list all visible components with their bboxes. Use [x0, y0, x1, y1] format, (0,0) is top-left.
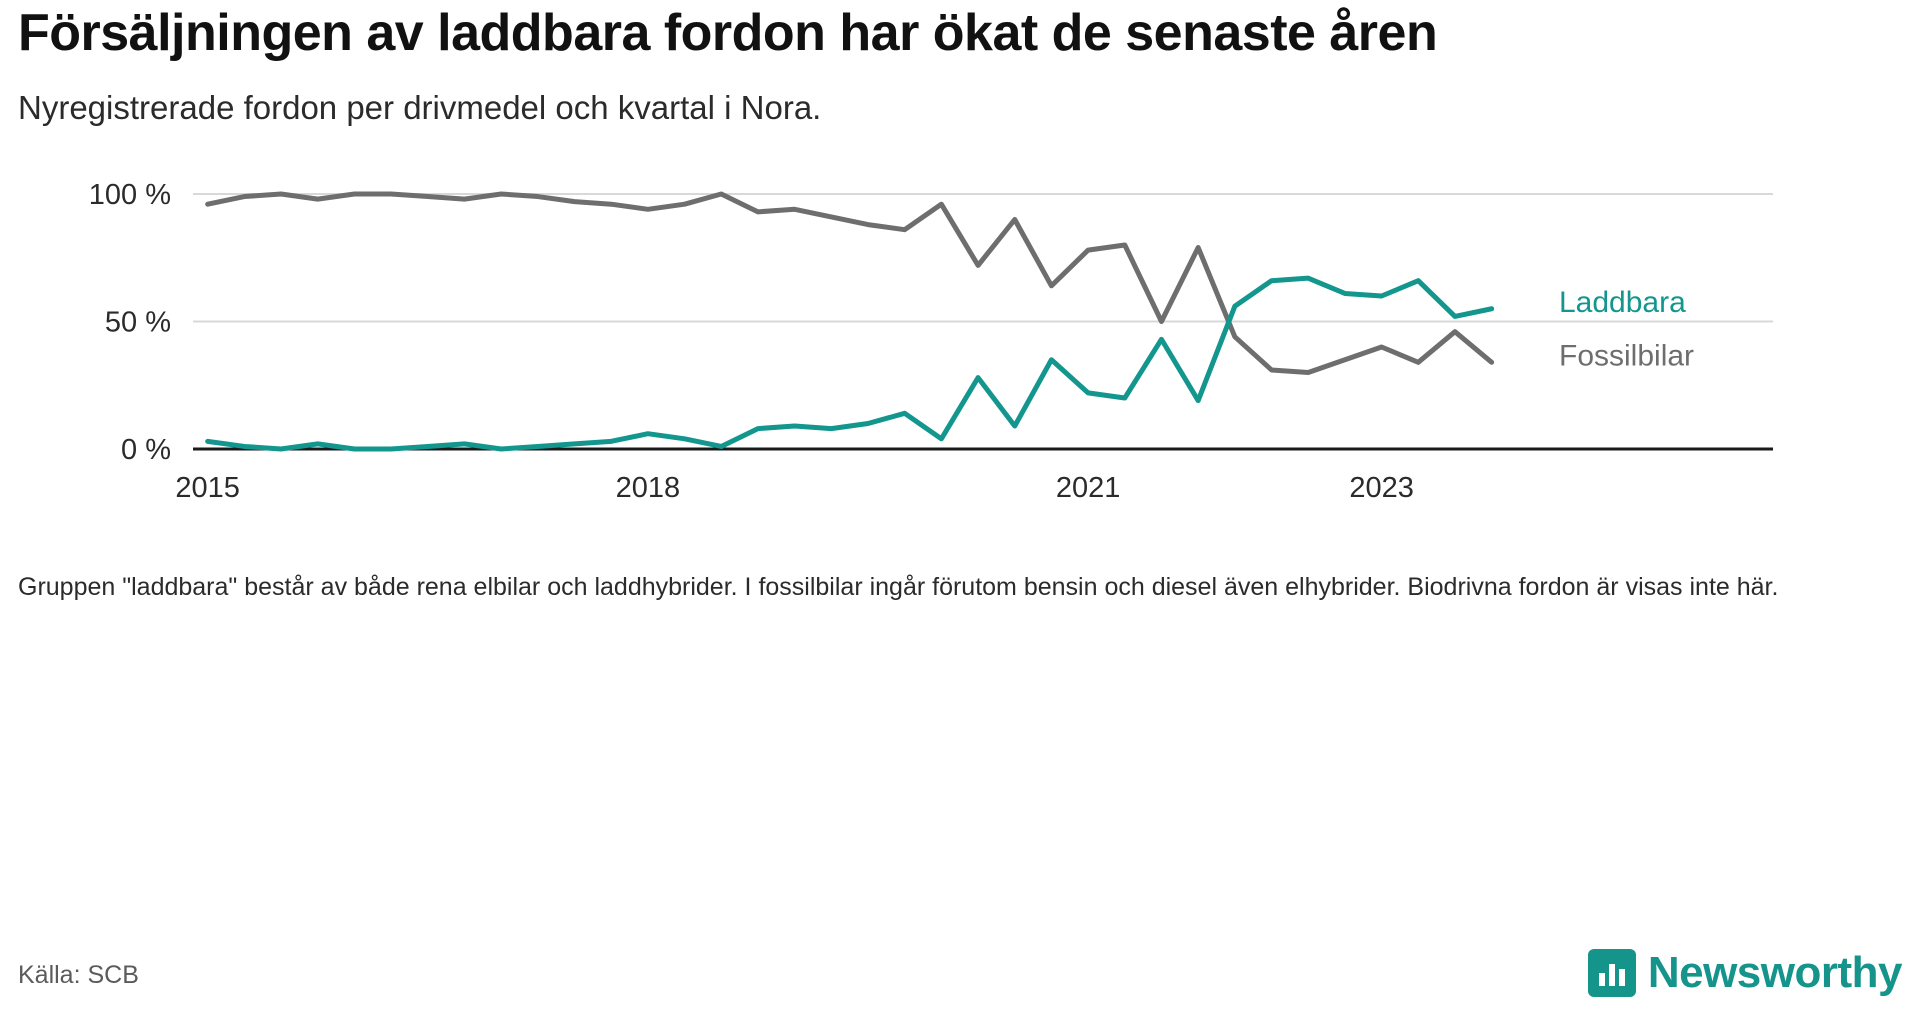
y-tick-label: 0 %	[121, 434, 171, 467]
series-label-fossilbilar: Fossilbilar	[1559, 339, 1695, 373]
series-line-fossilbilar	[208, 194, 1492, 373]
chart-subtitle: Nyregistrerade fordon per drivmedel och kvartal i Nora.	[18, 89, 822, 127]
x-tick-label: 2018	[615, 472, 681, 505]
x-tick-label: 2015	[175, 472, 240, 505]
chart-footnote: Gruppen "laddbara" består av både rena elbilar och laddhybrider. I fossilbilar ingår förutom bensin och diesel även elhybrider. Biodrivna fordon är visas inte här.	[18, 573, 1779, 602]
chart-container	[18, 169, 1908, 549]
series-line-laddbara	[208, 278, 1492, 449]
series-label-laddbara: Laddbara	[1559, 285, 1686, 319]
y-tick-label: 100 %	[88, 179, 171, 212]
x-tick-label: 2023	[1349, 472, 1414, 505]
brand-name: Newsworthy	[1647, 948, 1902, 997]
line-chart	[18, 169, 1908, 549]
page-title: Försäljningen av laddbara fordon har ökat de senaste åren	[18, 4, 1438, 62]
y-tick-label: 50 %	[104, 306, 171, 339]
brand-logo	[1588, 948, 1902, 998]
page-footer	[18, 934, 1902, 998]
source-note: Källa: SCB	[18, 961, 139, 989]
bar-chart-icon	[1588, 949, 1636, 997]
x-tick-label: 2021	[1055, 472, 1121, 505]
chart-page	[0, 6, 1920, 1016]
